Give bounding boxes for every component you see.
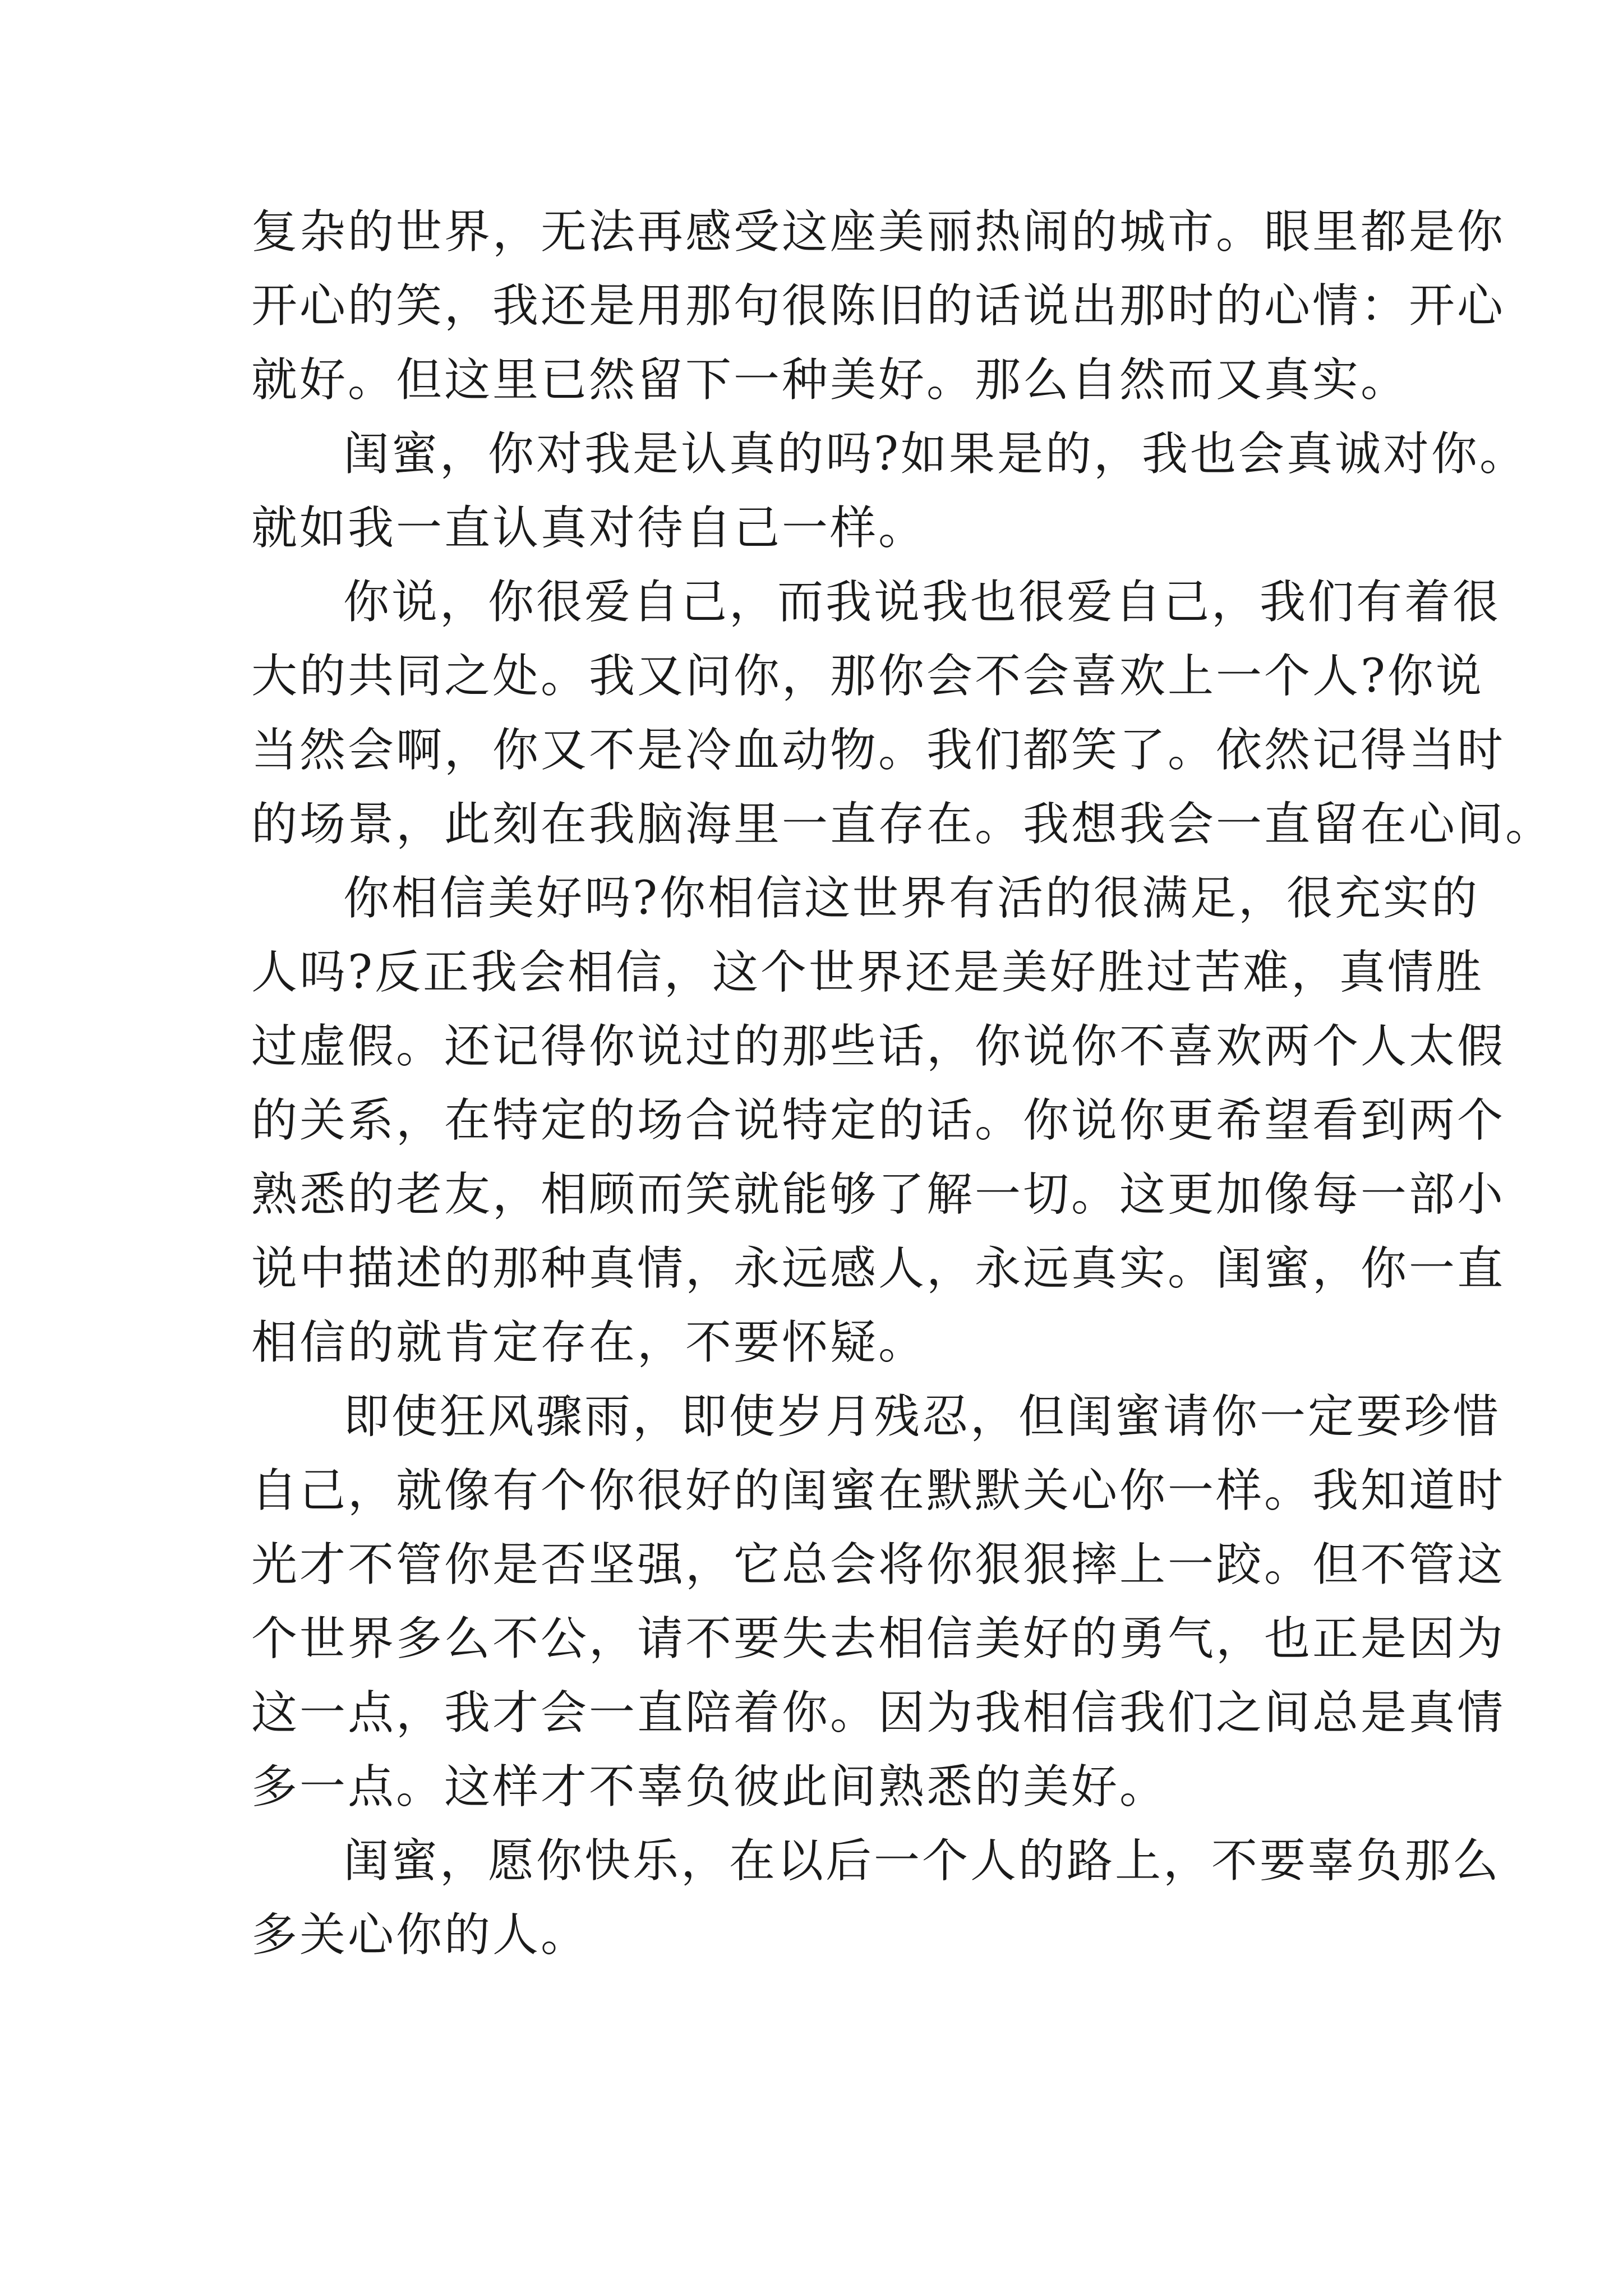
text-line: 的场景，此刻在我脑海里一直存在。我想我会一直留在心间。	[251, 798, 1554, 851]
text-line: 自己，就像有个你很好的闺蜜在默默关心你一样。我知道时	[251, 1464, 1506, 1517]
text-line: 就如我一直认真对待自己一样。	[251, 501, 927, 555]
text-line: 多一点。这样才不辜负彼此间熟悉的美好。	[251, 1760, 1168, 1814]
text-line: 个世界多么不公，请不要失去相信美好的勇气，也正是因为	[251, 1612, 1506, 1665]
text-line: 你说，你很爱自己，而我说我也很爱自己，我们有着很	[343, 576, 1501, 629]
text-line: 人吗?反正我会相信，这个世界还是美好胜过苦难，真情胜	[251, 946, 1484, 999]
text-line: 过虚假。还记得你说过的那些话，你说你不喜欢两个人太假	[251, 1020, 1506, 1073]
text-line: 闺蜜，你对我是认真的吗?如果是的，我也会真诚对你。	[343, 427, 1528, 481]
text-line: 大的共同之处。我又问你，那你会不会喜欢上一个人?你说	[251, 650, 1484, 703]
text-line: 这一点，我才会一直陪着你。因为我相信我们之间总是真情	[251, 1686, 1506, 1740]
text-line: 多关心你的人。	[251, 1908, 589, 1962]
text-line: 开心的笑，我还是用那句很陈旧的话说出那时的心情：开心	[251, 279, 1506, 333]
text-line: 闺蜜，愿你快乐，在以后一个人的路上，不要辜负那么	[343, 1834, 1501, 1888]
document-body	[251, 195, 1554, 1972]
text-line: 即使狂风骤雨，即使岁月残忍，但闺蜜请你一定要珍惜	[343, 1390, 1501, 1443]
text-line: 说中描述的那种真情，永远感人，永远真实。闺蜜，你一直	[251, 1242, 1506, 1295]
text-line: 当然会啊，你又不是冷血动物。我们都笑了。依然记得当时	[251, 724, 1506, 777]
text-line: 光才不管你是否坚强，它总会将你狠狠摔上一跤。但不管这	[251, 1538, 1506, 1591]
text-line: 的关系，在特定的场合说特定的话。你说你更希望看到两个	[251, 1094, 1506, 1147]
text-line: 相信的就肯定存在，不要怀疑。	[251, 1316, 927, 1369]
text-line: 复杂的世界，无法再感受这座美丽热闹的城市。眼里都是你	[251, 205, 1506, 259]
text-line: 你相信美好吗?你相信这世界有活的很满足，很充实的	[343, 872, 1479, 925]
text-line: 就好。但这里已然留下一种美好。那么自然而又真实。	[251, 353, 1409, 407]
text-line: 熟悉的老友，相顾而笑就能够了解一切。这更加像每一部小	[251, 1168, 1506, 1221]
